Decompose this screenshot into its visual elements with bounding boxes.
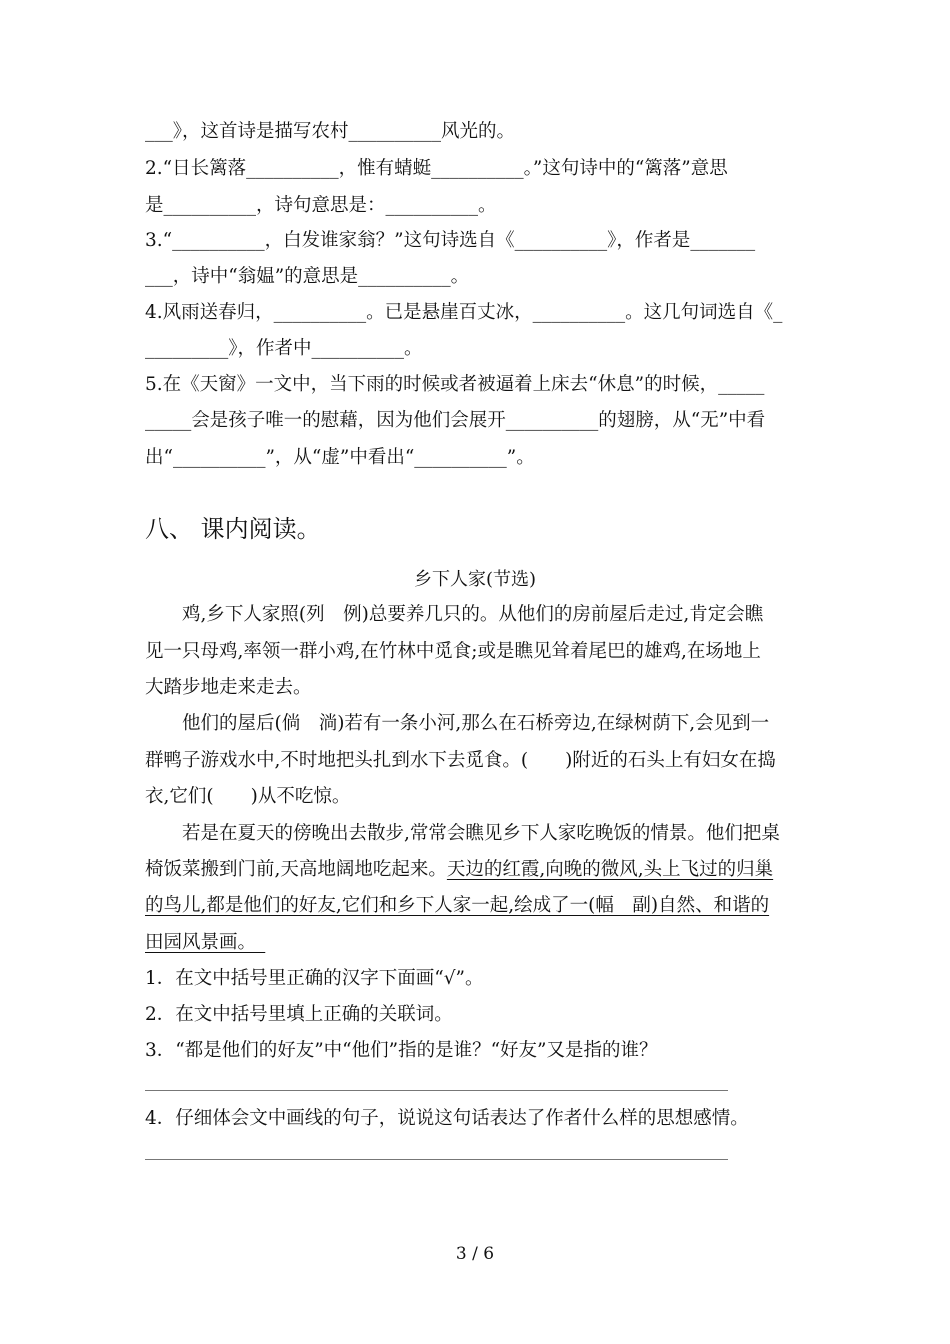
underlined-sentence: 天边的红霞,向晚的微风,头上飞过的归巢 [446,859,774,880]
fill-line-6: 4.风雨送春归，__________。已是悬崖百丈冰，__________。这几句词选自《_ [145,302,783,323]
passage-title: 乡下人家(节选) [413,569,537,590]
fill-line-8: 5.在《天窗》一文中，当下雨的时候或者被逼着上床去“休息”的时候，_____ [145,374,765,395]
passage-line [145,894,810,918]
fill-line-7: _________》，作者中__________。 [145,338,423,359]
question-3: 3．“都是他们的好友”中“他们”指的是谁？“好友”又是指的谁？ [145,1040,658,1061]
question-1: 1．在文中括号里正确的汉字下面画“√”。 [145,968,484,989]
passage-line: 鸡,乡下人家照(列 例)总要养几只的。从他们的房前屋后走过,肯定会瞧 [145,604,764,625]
answer-line-q4[interactable] [145,1159,728,1160]
fill-line-1: ___》，这首诗是描写农村__________风光的。 [145,121,516,142]
page-number: 3 / 6 [455,1244,495,1264]
fill-line-9: _____会是孩子唯一的慰藉，因为他们会展开__________的翅膀，从“无”中看 [145,410,766,431]
question-4: 4．仔细体会文中画线的句子，说说这句话表达了作者什么样的思想感情。 [145,1108,749,1129]
passage-line [145,858,810,882]
question-2: 2．在文中括号里填上正确的关联词。 [145,1004,453,1025]
passage-line: 群鸭子游戏水中,不时地把头扎到水下去觅食。( )附近的石头上有妇女在捣 [145,750,776,771]
passage-line: 衣,它们( )从不吃惊。 [145,786,351,807]
passage-line: 若是在夏天的傍晚出去散步,常常会瞧见乡下人家吃晚饭的情景。他们把桌 [145,823,780,844]
answer-line-q3[interactable] [145,1090,728,1091]
fill-line-2: 2.“日长篱落__________，惟有蜻蜓__________。”这句诗中的“篱落”意思 [145,158,728,179]
passage-line: 见一只母鸡,率领一群小鸡,在竹林中觅食;或是瞧见耸着尾巴的雄鸡,在场地上 [145,641,761,662]
passage-text: 椅饭菜搬到门前,天高地阔地吃起来。 [145,859,447,880]
fill-line-5: ___，诗中“翁媪”的意思是__________。 [145,266,470,287]
underlined-sentence: 田园风景画。 [145,932,266,953]
passage-line: 他们的屋后(倘 淌)若有一条小河,那么在石桥旁边,在绿树荫下,会见到一 [145,713,770,734]
section-heading: 八、 课内阅读。 [145,515,321,543]
underlined-sentence: 的鸟儿,都是他们的好友,它们和乡下人家一起,绘成了一(幅 副)自然、和谐的 [145,895,770,916]
fill-line-10: 出“__________”，从“虚”中看出“__________”。 [145,447,535,468]
passage-line [145,931,810,955]
passage-line: 大踏步地走来走去。 [145,677,312,698]
fill-line-4: 3.“__________，白发谁家翁？”这句诗选自《__________》，作者是_______ [145,230,756,251]
fill-line-3: 是__________，诗句意思是：__________。 [145,195,497,216]
